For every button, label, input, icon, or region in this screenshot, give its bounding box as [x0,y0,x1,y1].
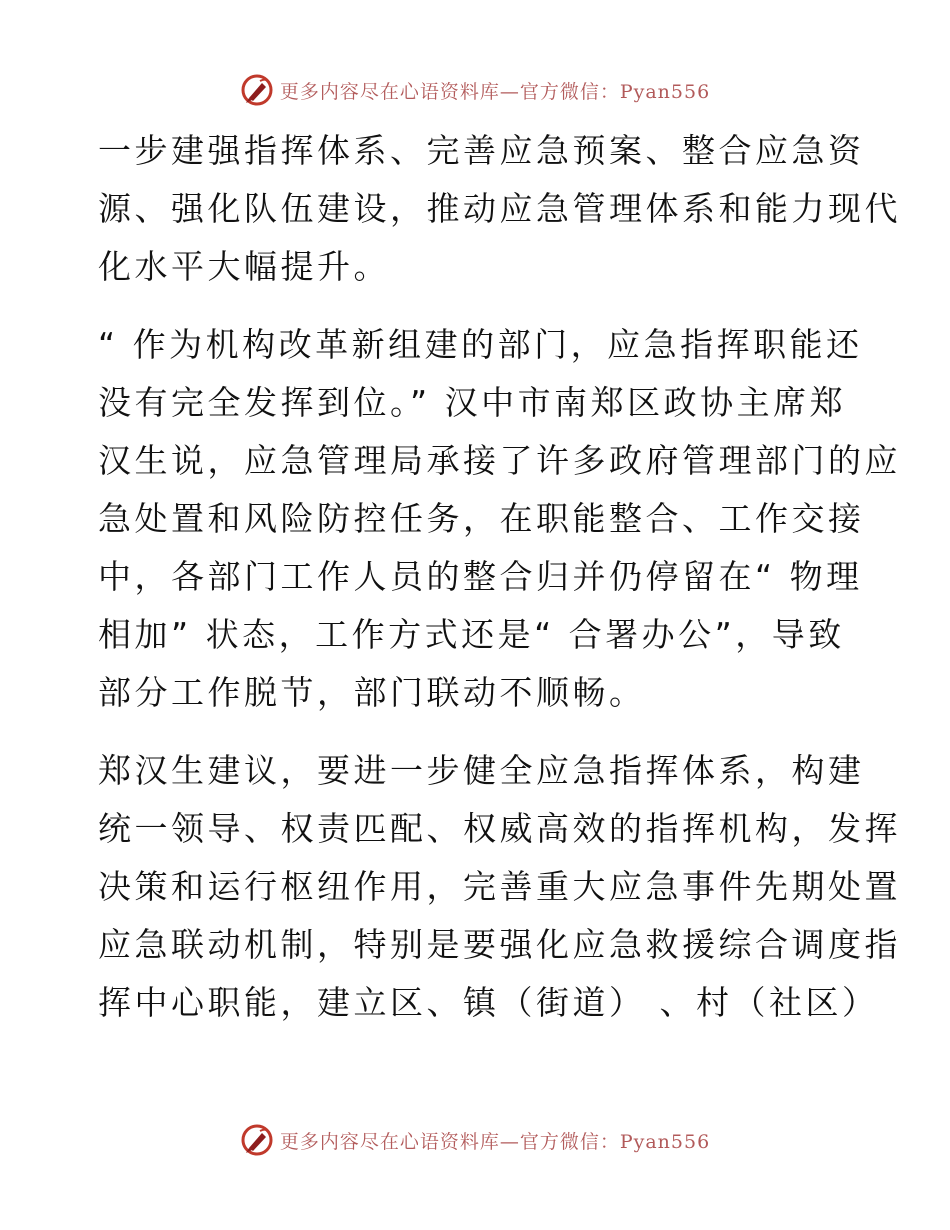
text-line: 相加” 状态，工作方式还是“ 合署办公”，导致 [98,615,845,654]
text-line: 急处置和风险防控任务，在职能整合、工作交接 [98,499,865,538]
paragraph [98,742,901,1032]
text-line: 化水平大幅提升。 [98,247,390,286]
document-body [98,122,901,1032]
text-line: 部分工作脱节，部门联动不顺畅。 [98,673,646,712]
pen-nib-logo-icon [240,73,274,107]
banner-text: 更多内容尽在心语资料库—官方微信：Pyan556 [279,1130,711,1153]
footer-banner [0,1120,950,1160]
text-line: 没有完全发挥到位。” 汉中市南郑区政协主席郑 [98,383,847,422]
text-line: 决策和运行枢纽作用，完善重大应急事件先期处置 [98,867,901,906]
banner-text: 更多内容尽在心语资料库—官方微信：Pyan556 [279,80,711,103]
text-line: 统一领导、权责匹配、权威高效的指挥机构，发挥 [98,809,901,848]
text-line: 挥中心职能，建立区、镇（街道） 、村（社区） [98,983,879,1022]
paragraph [98,316,901,722]
pen-nib-logo-icon [240,1123,274,1157]
text-line: 源、强化队伍建设，推动应急管理体系和能力现代 [98,189,901,228]
text-line: 中，各部门工作人员的整合归并仍停留在“ 物理 [98,557,863,596]
text-line: 一步建强指挥体系、完善应急预案、整合应急资 [98,131,865,170]
text-line: 汉生说，应急管理局承接了许多政府管理部门的应 [98,441,901,480]
text-line: 应急联动机制，特别是要强化应急救援综合调度指 [98,925,901,964]
header-banner [0,70,950,110]
paragraph [98,122,901,296]
text-line: “ 作为机构改革新组建的部门，应急指挥职能还 [98,325,863,364]
text-line: 郑汉生建议，要进一步健全应急指挥体系，构建 [98,751,865,790]
